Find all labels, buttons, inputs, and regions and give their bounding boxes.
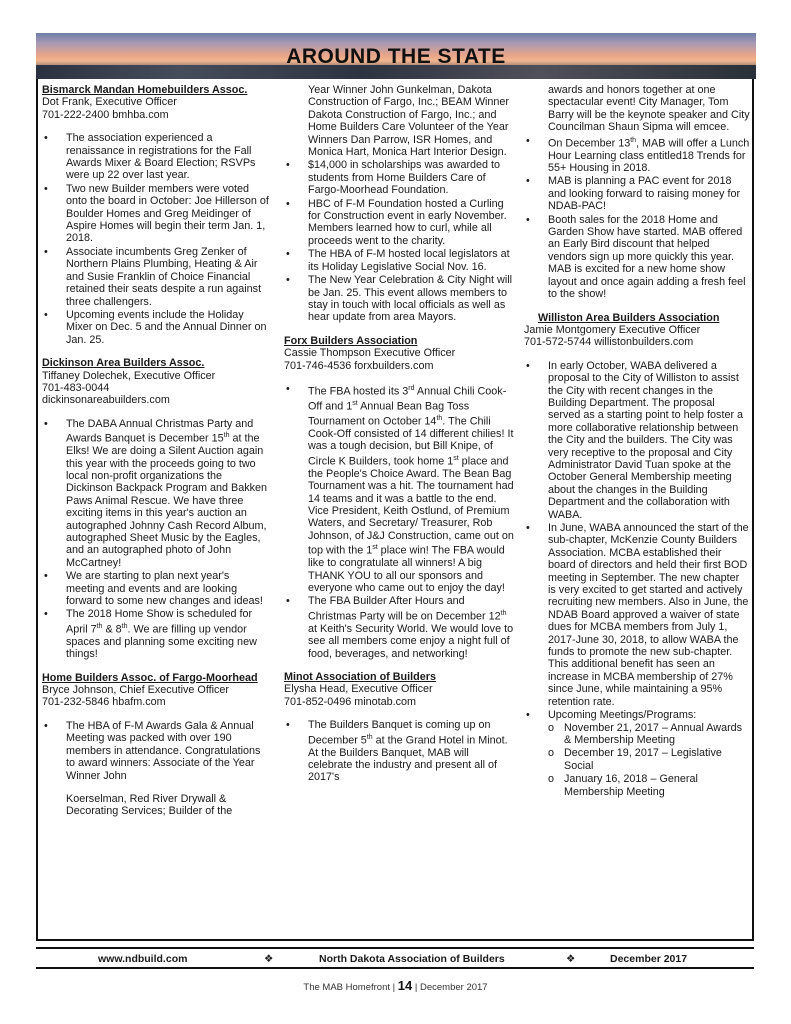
contact-line: 701-232-5846 hbafm.com [42, 696, 166, 709]
section-title: Minot Association of Builders [284, 671, 436, 684]
contact-line: 701-746-4536 forxbuilders.com [284, 359, 434, 372]
section-title: Williston Area Builders Association [538, 311, 720, 324]
list-item: • The HBA of F-M Awards Gala & Annual Meeting was packed with over 190 members in attendance. Congratulations to award winners: Associate of the Year Winner John [42, 720, 270, 782]
bullet-continuation: Koerselman, Red River Drywall & Decorating Services; Builder of the [66, 792, 233, 818]
section-minot-continued [524, 84, 750, 301]
meeting-item: o December 19, 2017 – Legislative Social [548, 747, 750, 772]
column-2 [284, 84, 516, 795]
page-number: 14 [397, 978, 413, 993]
section-title: Bismarck Mandan Homebuilders Assoc. [42, 84, 248, 96]
contact-line: 701-852-0496 minotab.com [284, 695, 417, 708]
section-dickinson [42, 357, 270, 661]
bullet-list [42, 132, 270, 346]
list-item [524, 709, 750, 798]
list-item: • In early October, WABA delivered a proposal to the City of Williston to assist the City with recent changes in the Building Department. The proposal served as a starting point to help foster a more collaborative relationship between the City and the builders. The City was very receptive to the proposal and City Administrator David Tuan spoke at the October General Membership meeting about the changes in the Building Department and the collaboration with WABA. [524, 360, 750, 521]
contact-line: 701-222-2400 bmhba.com [42, 108, 169, 121]
list-item: • The 2018 Home Show is scheduled for April 7th & 8th. We are filling up vendor spaces and planning some exciting new things! [42, 608, 270, 660]
list-item: • The association experienced a renaissance in registrations for the Fall Awards Mixer & Board Election; RSVPs were up 22 over last year. [42, 132, 270, 182]
list-item: • Associate incumbents Greg Zenker of Northern Plains Plumbing, Heating & Air and Susie Franklin of Choice Financial retained their seats despite a run against three challengers. [42, 246, 270, 308]
list-item: • The HBA of F-M hosted local legislators at its Holiday Legislative Social Nov. 16. [284, 248, 516, 273]
section-title: Dickinson Area Builders Assoc. [42, 357, 205, 370]
contact-line: 701-483-0044 [42, 381, 110, 394]
list-item-text: Upcoming Meetings/Programs: [548, 709, 697, 722]
bullet-list [42, 720, 270, 782]
section-fargo-continued [284, 84, 516, 324]
list-item: • In June, WABA announced the start of the sub-chapter, McKenzie County Builders Association. MCBA established their board of directors and held their first BOD meeting in September. The new chapter is very excited to get started and actively recruiting new members. Also in June, the NDAB Board approved a waiver of state dues for MCBA members from July 1, 2017-June 30, 2018, to allow WABA the funds to promote the new sub-chapter. This additional benefit has seen an increase in MCBA membership of 27% since June, while maintaining a 95% retention rate. [524, 522, 750, 708]
meeting-item: o January 16, 2018 – General Membership Meeting [548, 773, 750, 798]
column-1 [42, 84, 270, 829]
list-item: • The Builders Banquet is coming up on December 5th at the Grand Hotel in Minot. At the Builders Banquet, MAB will celebrate the industry and present all of 2017's [284, 719, 516, 784]
bullet-list [524, 360, 750, 798]
section-minot [284, 671, 516, 784]
contact-line: dickinsonareabuilders.com [42, 394, 170, 407]
list-item: • We are starting to plan next year's meeting and events and are looking forward to some new changes and ideas! [42, 570, 270, 607]
column-3 [524, 84, 750, 809]
contact-line: Elysha Head, Executive Officer [284, 683, 433, 696]
contact-line: Dot Frank, Executive Officer [42, 96, 177, 109]
contact-line: 701-572-5744 willistonbuilders.com [524, 336, 694, 349]
list-item: • Upcoming events include the Holiday Mixer on Dec. 5 and the Annual Dinner on Jan. 25. [42, 309, 270, 346]
list-item: • On December 13th, MAB will offer a Lunch Hour Learning class entitled18 Trends for 55+ Housing in 2018. [524, 135, 750, 175]
list-item: • MAB is planning a PAC event for 2018 and looking forward to raising money for NDAB-PAC! [524, 175, 750, 212]
header-banner [36, 33, 756, 79]
section-fargo [42, 672, 270, 818]
list-item: • The New Year Celebration & City Night will be Jan. 25. This event allows members to stay in touch with local officials as well as hear update from area Mayors. [284, 274, 516, 324]
list-item: • The FBA hosted its 3rd Annual Chili Cook-Off and 1st Annual Bean Bag Toss Tournament on October 14th. The Chili Cook-Off consisted of 14 different chilies! It was a tough decision, but Bill Knipe, of Circle K Builders, took home 1st place and the People's Choice Award. The Bean Bag Tournament was a hit. The tournament had 14 teams and it was a battle to the end. Vice President, Keith Ostlund, of Premium Waters, and Secretary/ Treasurer, Rob Johnson, of J&J Construction, came out on top with the 1st place win! The FBA would like to congratulate all winners! A big THANK YOU to all our sponsors and everyone who came out to enjoy the day! [284, 383, 516, 594]
list-item: • The FBA Builder After Hours and Christmas Party will be on December 12th at Keith's Security World. We would love to see all members come enjoy a night full of food, beverages, and networking! [284, 595, 516, 660]
bullet-list [284, 383, 516, 660]
bullet-list [284, 159, 516, 323]
section-forx [284, 335, 516, 660]
list-item: • HBC of F-M Foundation hosted a Curling for Construction event in early November. Members learned how to curl, while all proceeds went to the charity. [284, 198, 516, 248]
footer-bar [36, 947, 754, 969]
section-williston [524, 312, 750, 798]
publication-name: The MAB Homefront | [303, 982, 396, 993]
footer-date: December 2017 [610, 953, 688, 965]
contact-line: Cassie Thompson Executive Officer [284, 347, 456, 360]
list-item: • Two new Builder members were voted onto the board in October: Joe Hillerson of Boulder Homes and Greg Meidinger of Aspire Homes will begin their term Jan. 1, 2018. [42, 183, 270, 245]
contact-line: Bryce Johnson, Chief Executive Officer [42, 684, 230, 697]
footer-org: North Dakota Association of Builders [319, 953, 505, 965]
section-title: Forx Builders Association [284, 334, 418, 347]
contact-line: Tiffaney Dolechek, Executive Officer [42, 369, 216, 382]
section-bismarck [42, 84, 270, 346]
diamond-separator-icon: ❖ [264, 953, 274, 965]
list-item: • $14,000 in scholarships was awarded to students from Home Builders Care of Fargo-Moorhead Foundation. [284, 159, 516, 196]
bullet-continuation: Year Winner John Gunkelman, Dakota Construction of Fargo, Inc.; BEAM Winner Dakota Construction of Fargo, Inc.; and Home Builders Care Volunteer of the Year Winners Dan Parrow, ISR Homes, and Monica Hart, Monica Hart Interior Design. [308, 84, 510, 159]
meeting-item: o November 21, 2017 – Annual Awards & Membership Meeting [548, 722, 750, 747]
contact-line: Jamie Montgomery Executive Officer [524, 323, 701, 336]
meetings-list [548, 722, 750, 798]
section-title: Home Builders Assoc. of Fargo-Moorhead [42, 671, 258, 684]
footer-website: www.ndbuild.com [98, 953, 188, 965]
bullet-continuation: awards and honors together at one spectacular event! City Manager, Tom Barry will be the keynote speaker and City Councilman Shaun Sipma will emcee. [548, 84, 750, 134]
page-title: AROUND THE STATE [286, 45, 506, 68]
bullet-list [42, 418, 270, 661]
bullet-list [284, 719, 516, 784]
page-footer [0, 978, 791, 993]
list-item: • Booth sales for the 2018 Home and Garden Show have started. MAB offered an Early Bird discount that helped vendors sign up more quickly this year. MAB is excited for a new home show layout and once again adding a fresh feel to the show! [524, 214, 750, 301]
bullet-list [524, 135, 750, 301]
list-item: • The DABA Annual Christmas Party and Awards Banquet is December 15th at the Elks! We are doing a Silent Auction again this year with the proceeds going to two local non-profit organizations the Dickinson Backpack Program and Bakken Paws Animal Rescue. We have three exciting items in this year's auction an autographed Johnny Cash Record Album, autographed Sheet Music by the Eagles, and an autographed photo of John McCartney! [42, 418, 270, 569]
publication-date: | December 2017 [414, 982, 488, 993]
diamond-separator-icon: ❖ [566, 953, 576, 965]
